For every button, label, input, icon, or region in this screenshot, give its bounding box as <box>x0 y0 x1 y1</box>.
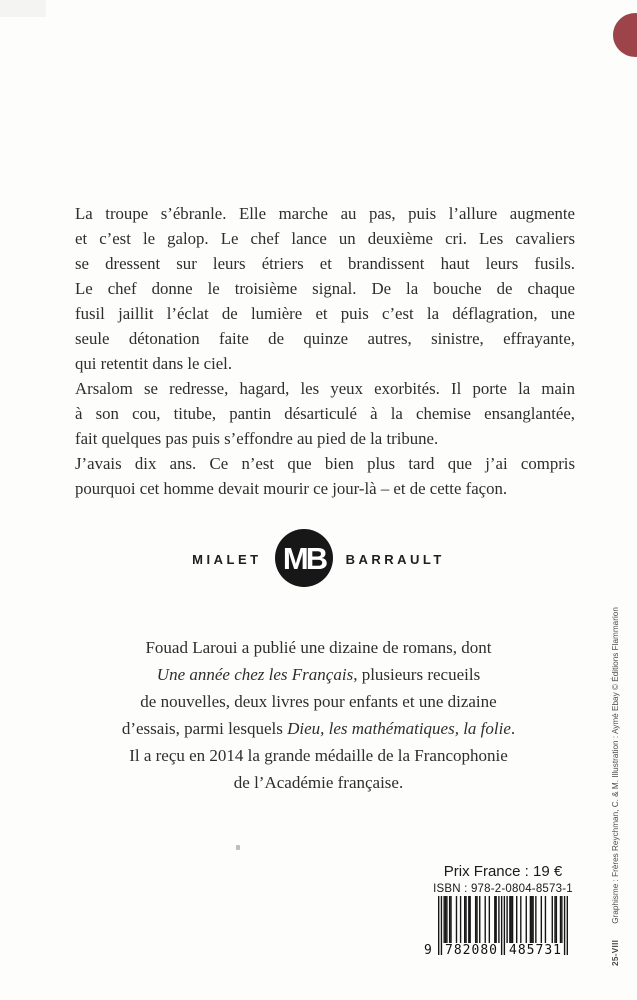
excerpt-line: fait quelques pas puis s’effondre au pied de la tribune. <box>75 429 439 448</box>
publisher-logo <box>0 527 637 589</box>
scan-artifact <box>0 0 46 17</box>
excerpt-line: à son cou, titube, pantin désarticulé à la chemise ensanglantée, <box>75 404 575 423</box>
edition-code: 25-VIII <box>611 939 620 966</box>
excerpt-line: qui retentit dans le ciel. <box>75 354 233 373</box>
printers-mark <box>236 845 240 850</box>
bio-line <box>68 769 569 796</box>
excerpt-line: Le chef donne le troisième signal. De la bouche de chaque <box>75 279 575 298</box>
bio-text: Fouad Laroui a publié une dizaine de romans, dont <box>145 638 492 657</box>
excerpt-line: seule détonation faite de quinze autres, sinistre, effrayante, <box>75 329 575 348</box>
barcode-digit-lead: 9 <box>424 943 432 958</box>
publisher-name-mialet: MIALET <box>192 551 262 567</box>
red-dot-sticker <box>613 13 637 57</box>
bio-text: de l’Académie française. <box>233 773 404 792</box>
bio-text: d’essais, parmi lesquels <box>121 719 288 738</box>
excerpt-line: et c’est le galop. Le chef lance un deuxième cri. Les cavaliers <box>75 229 575 248</box>
bio-text: . <box>510 719 516 738</box>
excerpt-line: se dressent sur leurs étriers et brandissent haut leurs fusils. <box>75 254 575 273</box>
bio-line <box>68 661 569 688</box>
excerpt-text <box>75 201 575 501</box>
barcode-digits-right: 485731 <box>509 943 562 958</box>
bio-line <box>68 715 569 742</box>
publisher-name-barrault: BARRAULT <box>345 551 445 567</box>
isbn-label: ISBN : 978-2-0804-8573-1 <box>433 883 573 895</box>
bio-text: Il a reçu en 2014 la grande médaille de la Francophonie <box>129 746 508 765</box>
book-title-italic: Dieu, les mathématiques, la folie <box>287 719 511 738</box>
bio-line <box>68 688 569 715</box>
credits-vertical <box>611 607 624 966</box>
bio-text: , plusieurs recueils <box>353 665 481 684</box>
book-title-italic: Une année chez les Français <box>156 665 354 684</box>
ean-barcode <box>424 896 568 960</box>
excerpt-line: La troupe s’ébranle. Elle marche au pas, puis l’allure augmente <box>75 204 575 223</box>
excerpt-line: J’avais dix ans. Ce n’est que bien plus tard que j’ai compris <box>75 454 575 473</box>
bio-line <box>68 742 569 769</box>
monogram-letters: MB <box>282 541 325 576</box>
author-bio <box>68 634 569 796</box>
barcode-digits-left: 782080 <box>445 943 498 958</box>
bio-line <box>68 634 569 661</box>
excerpt-line: fusil jaillit l’éclat de lumière et puis c’est la déflagration, une <box>75 304 575 323</box>
excerpt-line: Arsalom se redresse, hagard, les yeux exorbités. Il porte la main <box>75 379 575 398</box>
bio-text: de nouvelles, deux livres pour enfants et une dizaine <box>140 692 497 711</box>
price-label: Prix France : 19 € <box>443 863 563 880</box>
excerpt-line: pourquoi cet homme devait mourir ce jour-là – et de cette façon. <box>75 479 508 498</box>
mb-monogram-icon <box>275 529 333 587</box>
credits-line: Graphisme : Frères Reychman, C. & M. Illustration : Aymé Ebay © Éditions Flammarion <box>611 607 620 924</box>
